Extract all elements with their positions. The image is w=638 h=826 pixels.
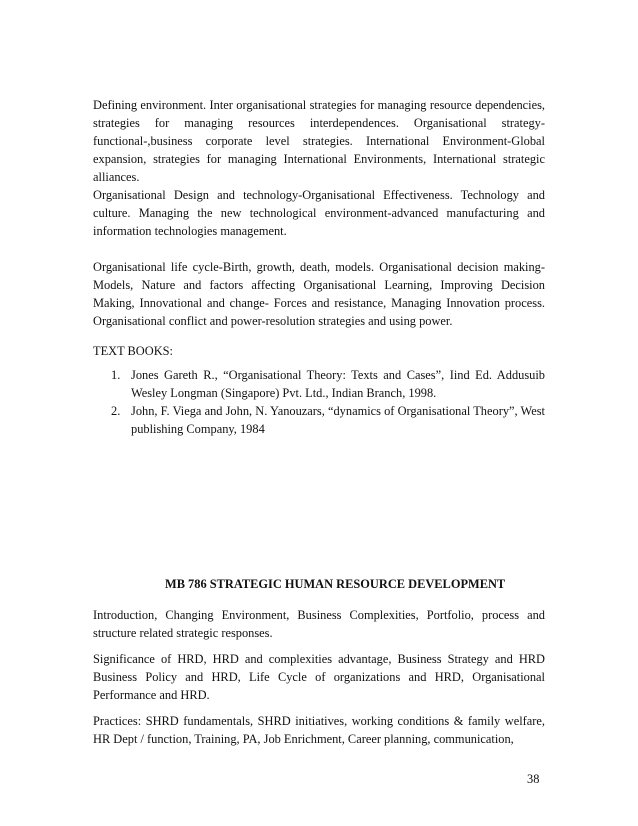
text-books-heading: TEXT BOOKS: (93, 344, 173, 358)
paragraph-significance-of-hrd: Significance of HRD, HRD and complexities advantage, Business Strategy and HRD Business Policy and HRD, Life Cycle of organizations and HRD, Organisational Performance and HRD. (93, 652, 545, 702)
paragraph-inter-organisational-strategies: Defining environment. Inter organisational strategies for managing resource dependencies, strategies for managing resources interdependences. Organisational strategy-functional-,business corporate level strategies. International Environment-Global expansion, strategies for managing International Environments, International strategic alliances. (93, 98, 545, 184)
text-books-list (93, 366, 545, 438)
list-item (93, 402, 545, 438)
page-number: 38 (527, 772, 540, 786)
course-heading: MB 786 STRATEGIC HUMAN RESOURCE DEVELOPMENT (165, 577, 506, 591)
list-item-number: 2. (111, 404, 121, 418)
list-item-text: Jones Gareth R., “Organisational Theory: Texts and Cases”, Iind Ed. Addusuib Wesley Longman (Singapore) Pvt. Ltd., Indian Branch, 1998. (131, 368, 545, 400)
list-item-text: John, F. Viega and John, N. Yanouzars, “dynamics of Organisational Theory”, West publishing Company, 1984 (131, 404, 545, 436)
paragraph-organisational-life-cycle: Organisational life cycle-Birth, growth, death, models. Organisational decision making-Models, Nature and factors affecting Organisational Learning, Improving Decision Making, Innovational and change- Forces and resistance, Managing Innovation process. Organisational conflict and power-resolution strategies and using power. (93, 260, 545, 328)
paragraph-organisational-design: Organisational Design and technology-Organisational Effectiveness. Technology and culture. Managing the new technological environment-advanced manufacturing and information technologies management. (93, 188, 545, 238)
paragraph-introduction: Introduction, Changing Environment, Business Complexities, Portfolio, process and structure related strategic responses. (93, 608, 545, 640)
list-item (93, 366, 545, 402)
paragraph-practices: Practices: SHRD fundamentals, SHRD initiatives, working conditions & family welfare, HR Dept / function, Training, PA, Job Enrichment, Career planning, communication, (93, 714, 545, 746)
list-item-number: 1. (111, 368, 121, 382)
